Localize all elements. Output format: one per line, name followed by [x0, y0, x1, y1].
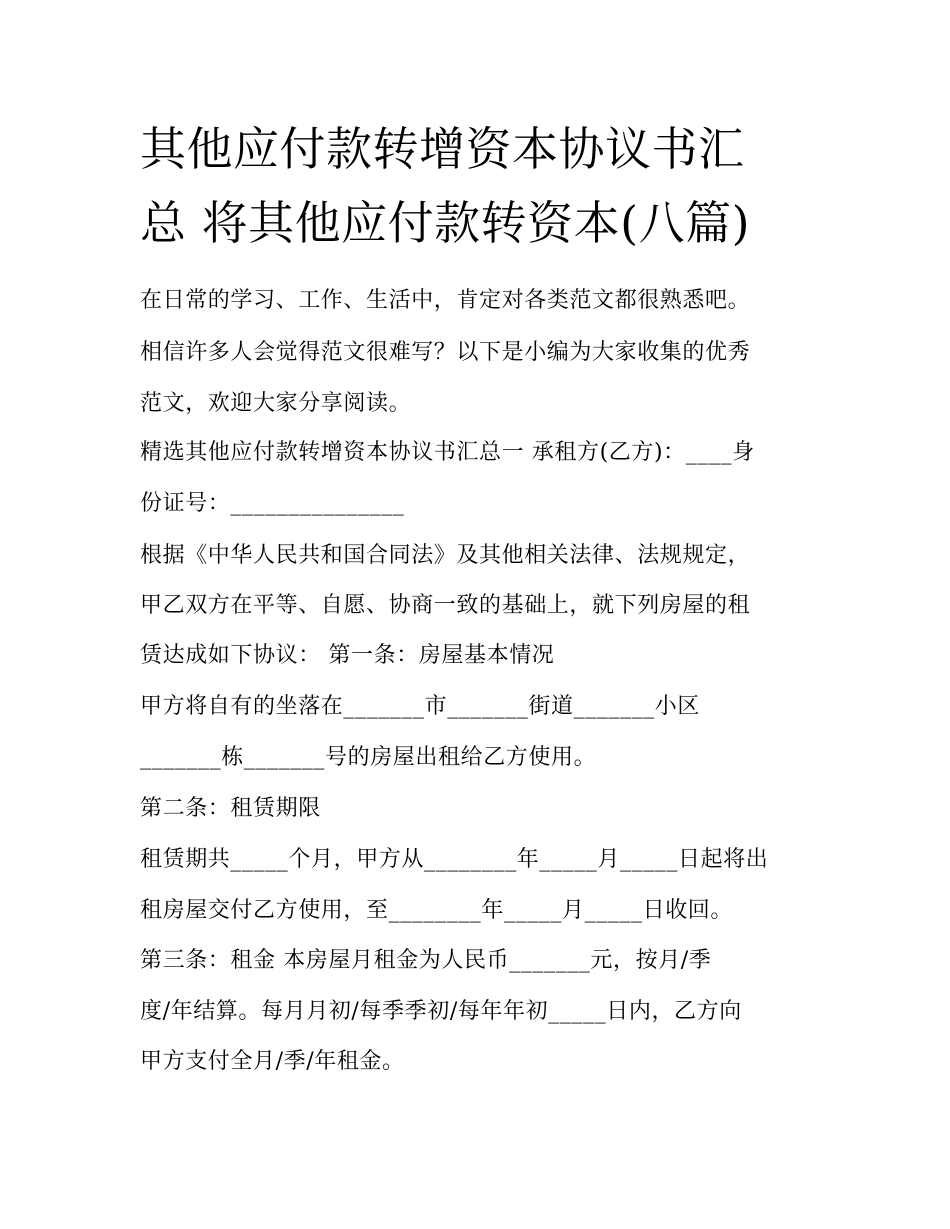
- body-line-9: 甲方将自有的坐落在_______市_______街道_______小区: [140, 694, 701, 719]
- body-line-4: 精选其他应付款转增资本协议书汇总一 承租方(乙方)：____身: [140, 440, 755, 465]
- body-line-6: 根据《中华人民共和国合同法》及其他相关法律、法规规定，: [140, 543, 751, 568]
- body-line-11: 第二条：租赁期限: [140, 796, 321, 821]
- body-line-15: 度/年结算。每月月初/每季季初/每年年初_____日内，乙方向: [140, 999, 742, 1024]
- body-line-8: 赁达成如下协议： 第一条：房屋基本情况: [140, 643, 555, 668]
- document-title: [140, 112, 820, 260]
- body-line-7: 甲乙双方在平等、自愿、协商一致的基础上，就下列房屋的租: [140, 593, 751, 618]
- body-line-3: 范文，欢迎大家分享阅读。: [140, 391, 412, 416]
- body-line-13: 租房屋交付乙方使用，至________年_____月_____日收回。: [140, 898, 734, 923]
- title-line-2: 总 将其他应付款转资本(八篇): [140, 196, 751, 250]
- body-line-14: 第三条：租金 本房屋月租金为人民币_______元，按月/季: [140, 948, 712, 973]
- title-line-1: 其他应付款转增资本协议书汇: [140, 122, 745, 176]
- body-line-1: 在日常的学习、工作、生活中，肯定对各类范文都很熟悉吧。: [140, 288, 751, 313]
- body-line-2: 相信许多人会觉得范文很难写？以下是小编为大家收集的优秀: [140, 340, 751, 365]
- body-line-5: 份证号：_______________: [140, 491, 405, 516]
- body-line-12: 租赁期共_____个月，甲方从________年_____月_____日起将出: [140, 847, 769, 872]
- body-line-16: 甲方支付全月/季/年租金。: [140, 1049, 405, 1074]
- body-line-10: _______栋_______号的房屋出租给乙方使用。: [140, 745, 597, 770]
